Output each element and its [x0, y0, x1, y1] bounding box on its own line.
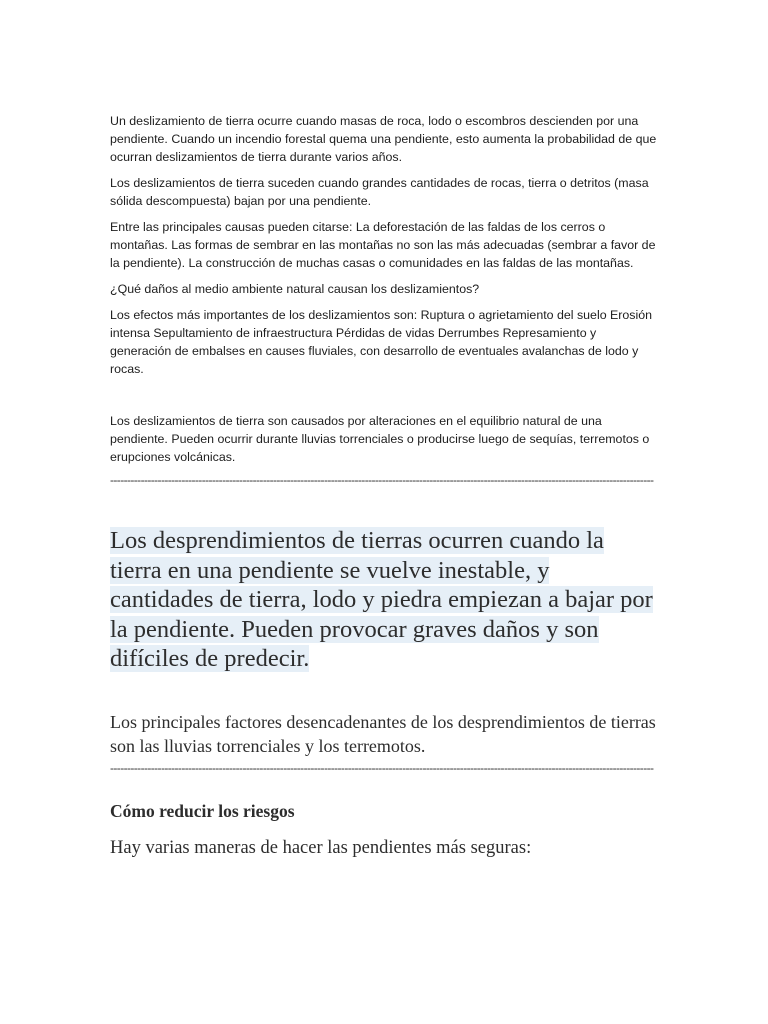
dashed-divider: ---------------------------------------------------------------------------------------------------------------------------------------------------------------- — [110, 474, 654, 486]
paragraph-occurrence: Los deslizamientos de tierra suceden cuando grandes cantidades de rocas, tierra o detritos (masa sólida descompuesta) bajan por una pendiente. — [110, 176, 649, 208]
paragraph-definition: Un deslizamiento de tierra ocurre cuando masas de roca, lodo o escombros descienden por una pendiente. Cuando un incendio forestal quema una pendiente, esto aumenta la probabilidad de que ocurran deslizamientos de tierra durante varios años. — [110, 114, 657, 164]
paragraph-causes: Entre las principales causas pueden citarse: La deforestación de las faldas de los cerros o montañas. Las formas de sembrar en las montañas no son las más adecuadas (sembrar a favor de la pendiente). La construcción de muchas casas o comunidades en las faldas de las montañas. — [110, 220, 656, 270]
document-page — [110, 112, 658, 860]
spacer — [110, 386, 658, 412]
section-heading: Cómo reducir los riesgos — [110, 800, 295, 821]
paragraph-triggers: Los deslizamientos de tierra son causados por alteraciones en el equilibrio natural de una pendiente. Pueden ocurrir durante lluvias torrenciales o producirse luego de sequías, terremotos o erupciones volcánicas. — [110, 414, 650, 464]
highlighted-text: Los desprendimientos de tierras ocurren cuando la tierra en una pendiente se vuelve inestable, y cantidades de tierra, lodo y piedra empiezan a bajar por la pendiente. Pueden provocar graves daños y son difíciles de predecir. — [110, 527, 653, 673]
paragraph-ways: Hay varias maneras de hacer las pendientes más seguras: — [110, 837, 532, 858]
paragraph-factors: Los principales factores desencadenantes de los desprendimientos de tierras son las lluvias torrenciales y los terremotos. — [110, 711, 656, 756]
dashed-divider-2: ---------------------------------------------------------------------------------------------------------------------------------------------------------------- — [110, 761, 654, 774]
paragraph-effects: Los efectos más importantes de los deslizamientos son: Ruptura o agrietamiento del suelo Erosión intensa Sepultamiento de infraestructura Pérdidas de vidas Derrumbes Represamiento y generación de embalses en causes fluviales, con desarrollo de eventuales avalanchas de lodo y rocas. — [110, 308, 653, 376]
highlighted-paragraph — [110, 526, 658, 674]
paragraph-question: ¿Qué daños al medio ambiente natural causan los deslizamientos? — [110, 282, 480, 296]
